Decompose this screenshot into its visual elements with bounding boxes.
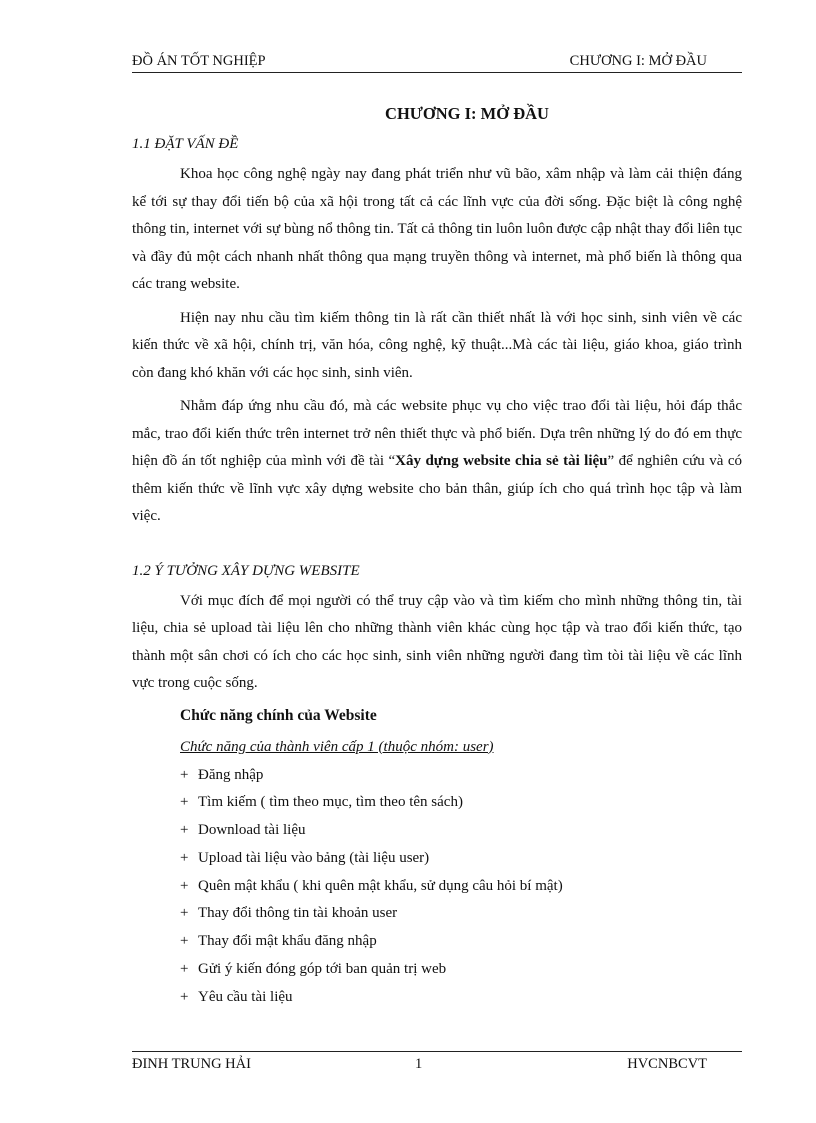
- header-left: ĐỒ ÁN TỐT NGHIỆP: [132, 53, 266, 69]
- function-label: Đăng nhập: [198, 766, 264, 783]
- function-label: Quên mật khẩu ( khi quên mật khẩu, sử dụng câu hỏi bí mật): [198, 877, 563, 894]
- paragraph-1: Khoa học công nghệ ngày nay đang phát triển như vũ bão, xâm nhập và làm cải thiện đáng kể tới sự thay đổi tiến bộ của xã hội trong tất cả các lĩnh vực của đời sống. Đặc biệt là công nghệ thông tin, internet với sự bùng nổ thông tin. Tất cả thông tin luôn luôn được cập nhật thay đổi liên tục và đầy đủ một cách nhanh nhất thông qua mạng truyền thông và internet, mà phổ biến là thông qua các trang website.: [132, 166, 742, 292]
- chapter-title: CHƯƠNG I: MỞ ĐẦU: [385, 104, 549, 123]
- bullet-plus: +: [180, 766, 189, 783]
- function-item: [180, 762, 742, 790]
- header-right: CHƯƠNG I: MỞ ĐẦU: [569, 53, 707, 69]
- bullet-plus: +: [180, 933, 189, 950]
- function-item: [180, 789, 742, 817]
- bullet-plus: +: [180, 877, 189, 894]
- bullet-plus: +: [180, 905, 189, 922]
- function-item: [180, 873, 742, 901]
- functions-heading: Chức năng chính của Website: [180, 706, 377, 724]
- function-item: [180, 817, 742, 845]
- project-title: Xây dựng website chia sẻ tài liệu: [395, 453, 608, 469]
- page-footer: [132, 1051, 742, 1076]
- function-item: [180, 928, 742, 956]
- function-label: Download tài liệu: [198, 822, 306, 839]
- bullet-plus: +: [180, 822, 189, 839]
- bullet-plus: +: [180, 961, 189, 978]
- function-label: Thay đổi thông tin tài khoản user: [198, 905, 398, 922]
- function-list: [132, 762, 742, 1012]
- paragraph-2: Hiện nay nhu cầu tìm kiếm thông tin là rất cần thiết nhất là với học sinh, sinh viên về các kiến thức về xã hội, chính trị, văn hóa, công nghệ, kỹ thuật...Mà các tài liệu, giáo khoa, giáo trình còn đang khó khăn với các học sinh, sinh viên.: [132, 309, 742, 381]
- function-item: [180, 984, 742, 1012]
- bullet-plus: +: [180, 794, 189, 811]
- function-item: [180, 900, 742, 928]
- function-label: Yêu cầu tài liệu: [198, 988, 293, 1005]
- page-header: [132, 50, 742, 73]
- function-item: [180, 845, 742, 873]
- footer-page-number: 1: [415, 1056, 423, 1072]
- member-level-1-heading: Chức năng của thành viên cấp 1 (thuộc nhóm: user): [180, 738, 494, 755]
- section-2-title: 1.2 Ý TƯỞNG XÂY DỰNG WEBSITE: [132, 562, 360, 579]
- footer-author: ĐINH TRUNG HẢI: [132, 1056, 251, 1072]
- function-label: Thay đổi mật khẩu đăng nhập: [198, 933, 377, 950]
- function-item: [180, 956, 742, 984]
- footer-institution: HVCNBCVT: [627, 1056, 707, 1072]
- bullet-plus: +: [180, 849, 189, 866]
- paragraph-3-start: Nhằm đáp ứng nhu cầu đó, mà các website phục vụ cho việc trao đổi tài liệu, hỏi đáp thắc mắc, trao đổi kiến thức trên internet trở nên thiết thực và phổ biến. Dựa trên những lý do đó em thực hiện đồ án tốt nghiệp của mình với đề tài “: [132, 398, 742, 469]
- paragraph-3-end: ” để nghiên cứu và có thêm kiến thức về lĩnh vực xây dựng website cho bản thân, giúp ích cho quá trình học tập và làm việc.: [132, 453, 743, 524]
- paragraph-3: [132, 393, 742, 531]
- page-body: [132, 104, 742, 1012]
- function-label: Gửi ý kiến đóng góp tới ban quản trị web: [198, 961, 447, 978]
- bullet-plus: +: [180, 988, 189, 1005]
- function-label: Upload tài liệu vào bảng (tài liệu user): [198, 849, 430, 866]
- section-1-title: 1.1 ĐẶT VẤN ĐỀ: [132, 136, 239, 152]
- paragraph-4: Với mục đích để mọi người có thể truy cập vào và tìm kiếm cho mình những thông tin, tài liệu, chia sẻ upload tài liệu lên cho những thành viên khác cùng học tập và trao đổi kiến thức, tạo thành một sân chơi có ích cho các học sinh, sinh viên những người đang tìm tòi tài liệu về các lĩnh vực trong cuộc sống.: [132, 592, 742, 691]
- function-label: Tìm kiếm ( tìm theo mục, tìm theo tên sách): [198, 794, 463, 811]
